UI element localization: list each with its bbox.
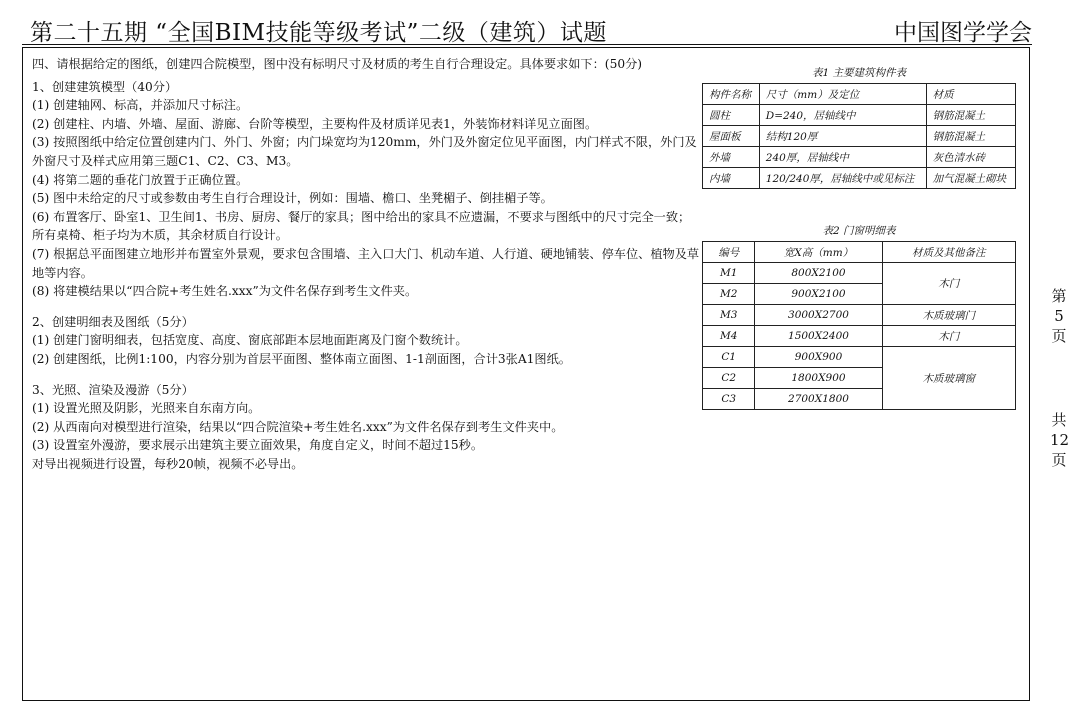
section3-item: (2) 从西南向对模型进行渲染，结果以“四合院渲染+考生姓名.xxx”为文件名保存到考生文件夹中。: [32, 419, 564, 434]
table-cell: 3000X2700: [755, 305, 882, 326]
section2-item: (2) 创建图纸，比例1:100，内容分别为首层平面图、整体南立面图、1-1剖面图，合计3张A1图纸。: [32, 351, 571, 366]
table-cell: 2700X1800: [755, 389, 882, 410]
component-table-block: [702, 65, 1016, 189]
section1-item: (5) 图中未给定的尺寸或参数由考生自行合理设计，例如：围墙、檐口、坐凳楣子、倒挂楣子等。: [32, 191, 553, 206]
section1-item: (6) 布置客厅、卧室1、卫生间1、书房、厨房、餐厅的家具；图中给出的家具不应遗漏，不要求与图纸中的尺寸完全一致；所有桌椅、柜子均为木质，其余材质自行设计。: [32, 209, 691, 243]
table-row: [703, 168, 1016, 189]
table-cell: 120/240厚，居轴线中或见标注: [759, 168, 926, 189]
section3-heading: 3、光照、渲染及漫游（5分）: [32, 382, 194, 397]
section3-item: (1) 设置光照及阴影，光照来自东南方向。: [32, 401, 261, 416]
door-window-table: [702, 241, 1016, 410]
section1-item: (1) 创建轴网、标高，并添加尺寸标注。: [32, 98, 249, 113]
question-frame: [22, 47, 1030, 701]
table-row: [703, 305, 1016, 326]
table-cell: 加气混凝土砌块: [926, 168, 1015, 189]
section1-heading: 1、创建建筑模型（40分）: [32, 79, 178, 94]
table-row: [703, 105, 1016, 126]
section3-item: 对导出视频进行设置，每秒20帧，视频不必导出。: [32, 456, 304, 471]
table-cell: 钢筋混凝土: [926, 126, 1015, 147]
table-row: [703, 347, 1016, 368]
table-row: [703, 263, 1016, 284]
table-header-cell: 尺寸（mm）及定位: [759, 84, 926, 105]
page-total-number: 12: [1050, 431, 1070, 449]
table-cell: M2: [703, 284, 755, 305]
table-cell: 圆柱: [703, 105, 760, 126]
table-cell-note: 木质玻璃门: [882, 305, 1015, 326]
table-cell: 灰色清水砖: [926, 147, 1015, 168]
section1-item: (8) 将建模结果以“四合院+考生姓名.xxx”为文件名保存到考生文件夹。: [32, 284, 418, 299]
page-indicator: [1050, 286, 1068, 470]
table-cell: 内墙: [703, 168, 760, 189]
header-divider: [22, 44, 1032, 45]
table-header-cell: 编号: [703, 242, 755, 263]
component-table: [702, 83, 1016, 189]
table-cell: 钢筋混凝土: [926, 105, 1015, 126]
section1-item: (3) 按照图纸中给定位置创建内门、外门、外窗；内门垛宽均为120mm，外门及外窗定位见平面图，内门样式不限，外门及外窗尺寸及样式应用第三题C1、C2、C3、M3。: [32, 135, 697, 168]
table-cell: M3: [703, 305, 755, 326]
table-header-row: [703, 242, 1016, 263]
page-total-prefix: 共: [1051, 411, 1067, 429]
page-current-prefix: 第: [1051, 287, 1067, 305]
door-window-table-title: 表2 门窗明细表: [822, 225, 896, 237]
door-window-table-block: [702, 223, 1016, 410]
section3-item: (3) 设置室外漫游，要求展示出建筑主要立面效果，角度自定义，时间不超过15秒。: [32, 438, 484, 453]
question-instructions: [32, 55, 702, 473]
table-cell: 1500X2400: [755, 326, 882, 347]
table-cell: 900X900: [755, 347, 882, 368]
table-row: [703, 126, 1016, 147]
table-cell: C3: [703, 389, 755, 410]
table-cell: M1: [703, 263, 755, 284]
organization-name: 中国图学学会: [894, 20, 1032, 46]
table-header-cell: 材质: [926, 84, 1015, 105]
table-cell: 900X2100: [755, 284, 882, 305]
table-cell-note: 木门: [882, 263, 1015, 305]
section2-item: (1) 创建门窗明细表，包括宽度、高度、窗底部距本层地面距离及门窗个数统计。: [32, 333, 468, 348]
question-intro: 四、请根据给定的图纸，创建四合院模型，图中没有标明尺寸及材质的考生自行合理设定。具体要求如下：(50分): [32, 57, 643, 71]
table-cell-note: 木质玻璃窗: [882, 347, 1015, 410]
page-total-suffix: 页: [1051, 451, 1067, 469]
table-cell: 1800X900: [755, 368, 882, 389]
section1-item: (4) 将第二题的垂花门放置于正确位置。: [32, 172, 249, 187]
table-cell: 240厚，居轴线中: [759, 147, 926, 168]
table-header-cell: 构件名称: [703, 84, 760, 105]
section1-item: (7) 根据总平面图建立地形并布置室外景观，要求包含围墙、主入口大门、机动车道、人行道、硬地铺装、停车位、植物及草地等内容。: [32, 246, 700, 280]
page-current-number: 5: [1054, 307, 1064, 325]
table-row: [703, 147, 1016, 168]
table-cell: 屋面板: [703, 126, 760, 147]
table-cell: 结构120厚: [759, 126, 926, 147]
table-header-cell: 宽X高（mm）: [755, 242, 882, 263]
table-cell-note: 木门: [882, 326, 1015, 347]
section1-item: (2) 创建柱、内墙、外墙、屋面、游廊、台阶等模型，主要构件及材质详见表1，外装饰材料详见立面图。: [32, 116, 598, 131]
table-row: [703, 326, 1016, 347]
exam-title: 第二十五期 “全国BIM技能等级考试”二级（建筑）试题: [30, 20, 607, 46]
table-cell: C2: [703, 368, 755, 389]
table-cell: M4: [703, 326, 755, 347]
table-cell: 外墙: [703, 147, 760, 168]
table-cell: C1: [703, 347, 755, 368]
table-cell: 800X2100: [755, 263, 882, 284]
page-current-suffix: 页: [1051, 327, 1067, 345]
table-cell: D=240，居轴线中: [759, 105, 926, 126]
table-header-cell: 材质及其他备注: [882, 242, 1015, 263]
component-table-title: 表1 主要建筑构件表: [811, 67, 907, 79]
table-header-row: [703, 84, 1016, 105]
section2-heading: 2、创建明细表及图纸（5分）: [32, 314, 194, 329]
